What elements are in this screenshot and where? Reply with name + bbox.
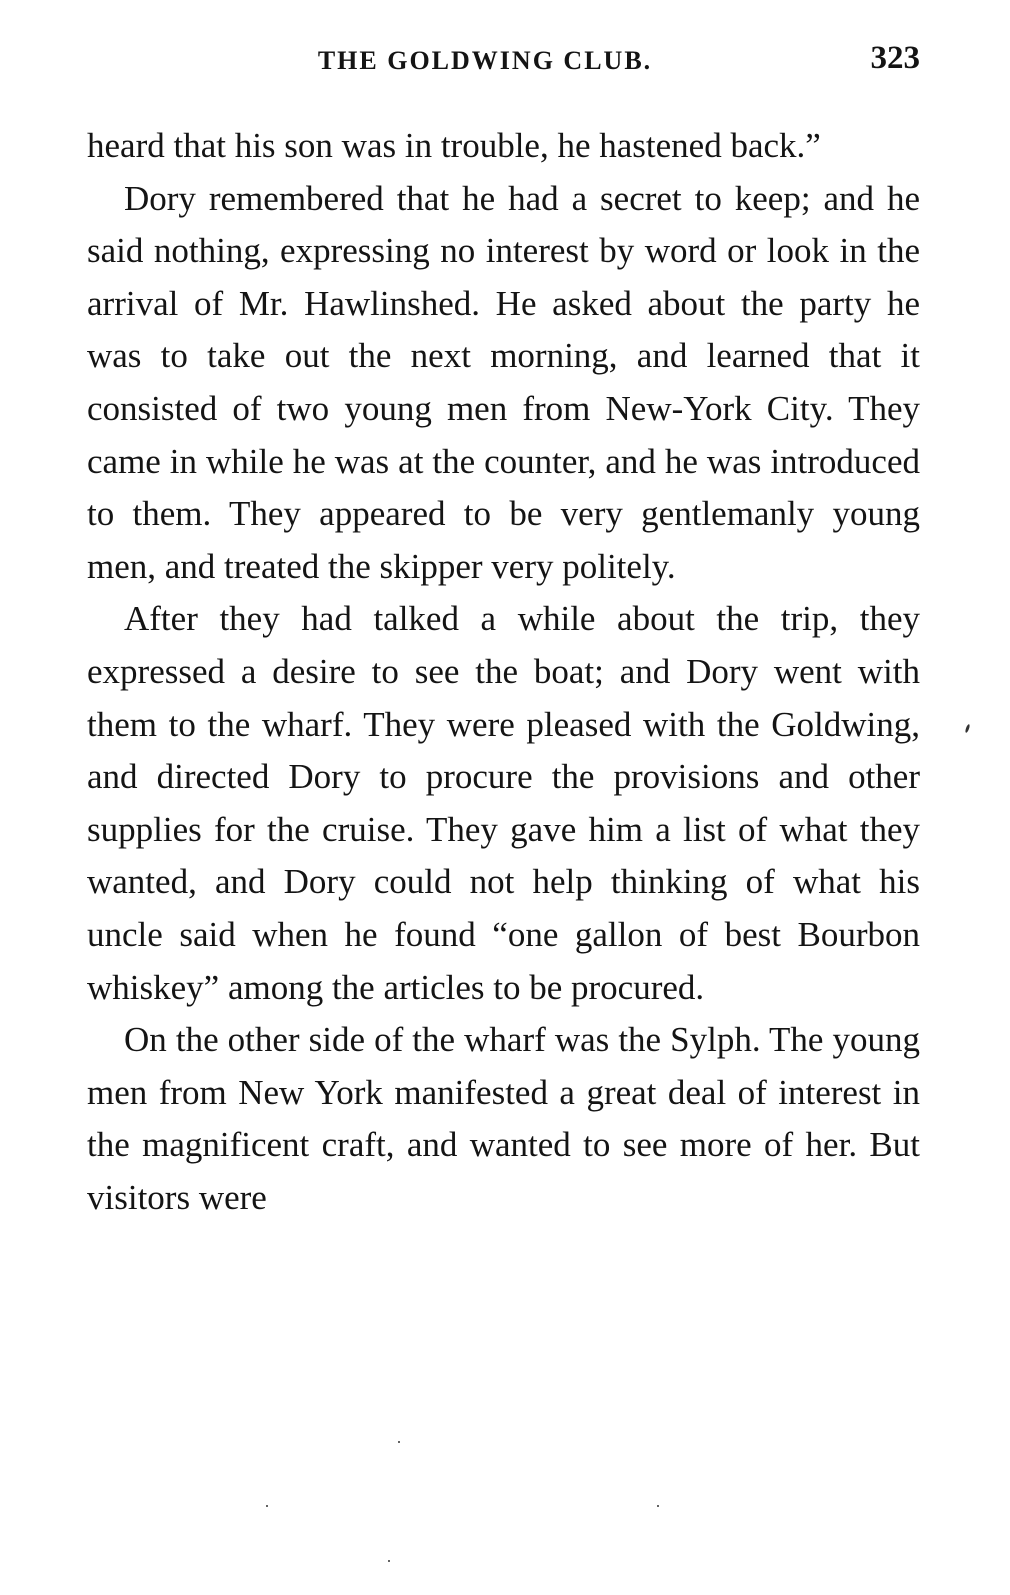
paragraph-continued: heard that his son was in trouble, he hastened back.” — [87, 126, 821, 165]
page-body — [87, 120, 920, 1224]
scan-speck — [266, 1505, 268, 1507]
scan-speck — [398, 1441, 400, 1443]
page-number: 323 — [870, 40, 920, 76]
scan-speck — [388, 1560, 390, 1562]
paragraph: Dory remembered that he had a secret to keep; and he said nothing, expressing no interest by word or look in the arrival of Mr. Hawlinshed. He asked about the party he was to take out the next morning, and learned that it consisted of two young men from New-York City. They came in while he was at the counter, and he was introduced to them. They appeared to be very gentlemanly young men, and treated the skipper very politely. — [87, 178, 920, 586]
paragraph: After they had talked a while about the trip, they expressed a desire to see the boat; and Dory went with them to the wharf. They were pleased with the Goldwing, and directed Dory to procure the provisions and other supplies for the cruise. They gave him a list of what they wanted, and Dory could not help thinking of what his uncle said when he found “one gallon of best Bourbon whiskey” among the articles to be procured. — [87, 599, 920, 1007]
scan-speck — [657, 1505, 659, 1507]
scan-speck — [965, 724, 971, 733]
running-title: THE GOLDWING CLUB. — [317, 46, 653, 75]
paragraph: On the other side of the wharf was the Sylph. The young men from New York manifested a great deal of interest in the magnificent craft, and wanted to see more of her. But visitors were — [87, 1020, 920, 1217]
